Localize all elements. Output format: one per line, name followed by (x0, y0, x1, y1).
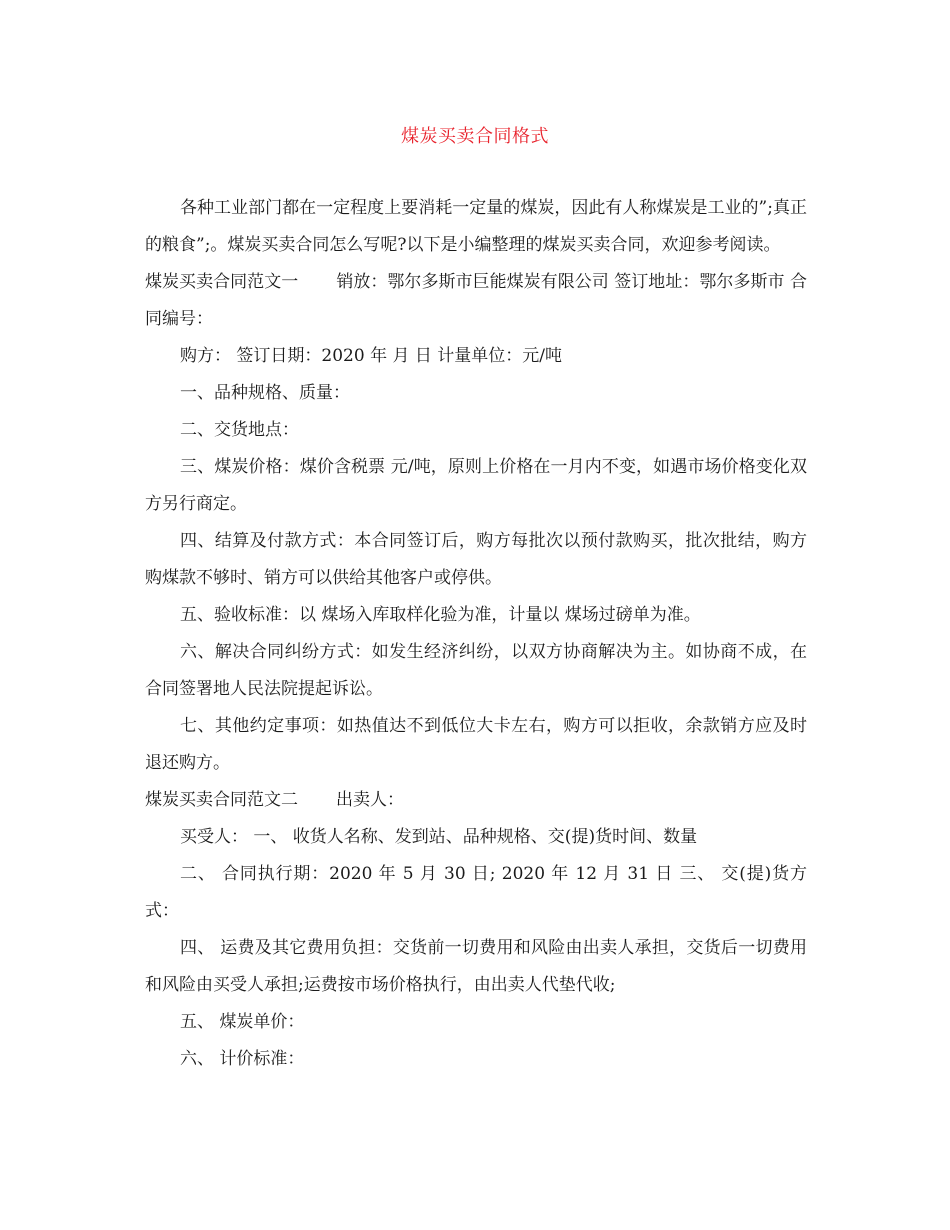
sample1-clause-7: 七、其他约定事项：如热值达不到低位大卡左右，购方可以拒收，余款销方应及时退还购方。 (145, 716, 807, 773)
sample2-seller: 出卖人： (336, 790, 404, 810)
sample1-clause-1: 一、品种规格、质量： (180, 383, 350, 403)
sample1-buyer-line: 购方： 签订日期：2020 年 月 日 计量单位：元/吨 (180, 346, 563, 366)
sample1-clause-6: 六、解决合同纠纷方式：如发生经济纠纷，以双方协商解决为主。如协商不成，在合同签署地人民法院提起诉讼。 (145, 642, 807, 699)
sample1-heading: 煤炭买卖合同范文一 (145, 272, 299, 292)
sample2-clause-5: 六、 计价标准： (180, 1049, 305, 1069)
sample1-parties: 销放：鄂尔多斯市巨能煤炭有限公司 签订地址：鄂尔多斯市 合同编号： (145, 272, 807, 329)
sample2-clause-1: 买受人： 一、 收货人名称、发到站、品种规格、交(提)货时间、数量 (180, 827, 698, 847)
sample1-heading-line (145, 264, 807, 338)
sample2-clause-2: 二、 合同执行期：2020 年 5 月 30 日; 2020 年 12 月 31 日 三、 交(提)货方式： (145, 864, 807, 921)
sample1-clause-5: 五、验收标准：以 煤场入库取样化验为准，计量以 煤场过磅单为准。 (180, 605, 701, 625)
intro-paragraph: 各种工业部门都在一定程度上要消耗一定量的煤炭，因此有人称煤炭是工业的”;真正的粮食”;。煤炭买卖合同怎么写呢?以下是小编整理的煤炭买卖合同，欢迎参考阅读。 (145, 198, 807, 255)
sample1-clause-2: 二、交货地点： (180, 420, 299, 440)
document-body (145, 190, 807, 1078)
document-title: 煤炭买卖合同格式 (401, 126, 549, 147)
sample1-clause-4: 四、结算及付款方式：本合同签订后，购方每批次以预付款购买，批次批结，购方购煤款不够时、销方可以供给其他客户或停供。 (145, 531, 807, 588)
sample2-heading: 煤炭买卖合同范文二 (145, 790, 298, 810)
sample2-clause-3: 四、 运费及其它费用负担：交货前一切费用和风险由出卖人承担，交货后一切费用和风险由买受人承担;运费按市场价格执行，由出卖人代垫代收; (145, 938, 807, 995)
sample2-heading-line (145, 782, 807, 819)
sample2-clause-4: 五、 煤炭单价： (180, 1012, 305, 1032)
sample1-clause-3: 三、煤炭价格：煤价含税票 元/吨，原则上价格在一月内不变，如遇市场价格变化双方另行商定。 (145, 457, 807, 514)
